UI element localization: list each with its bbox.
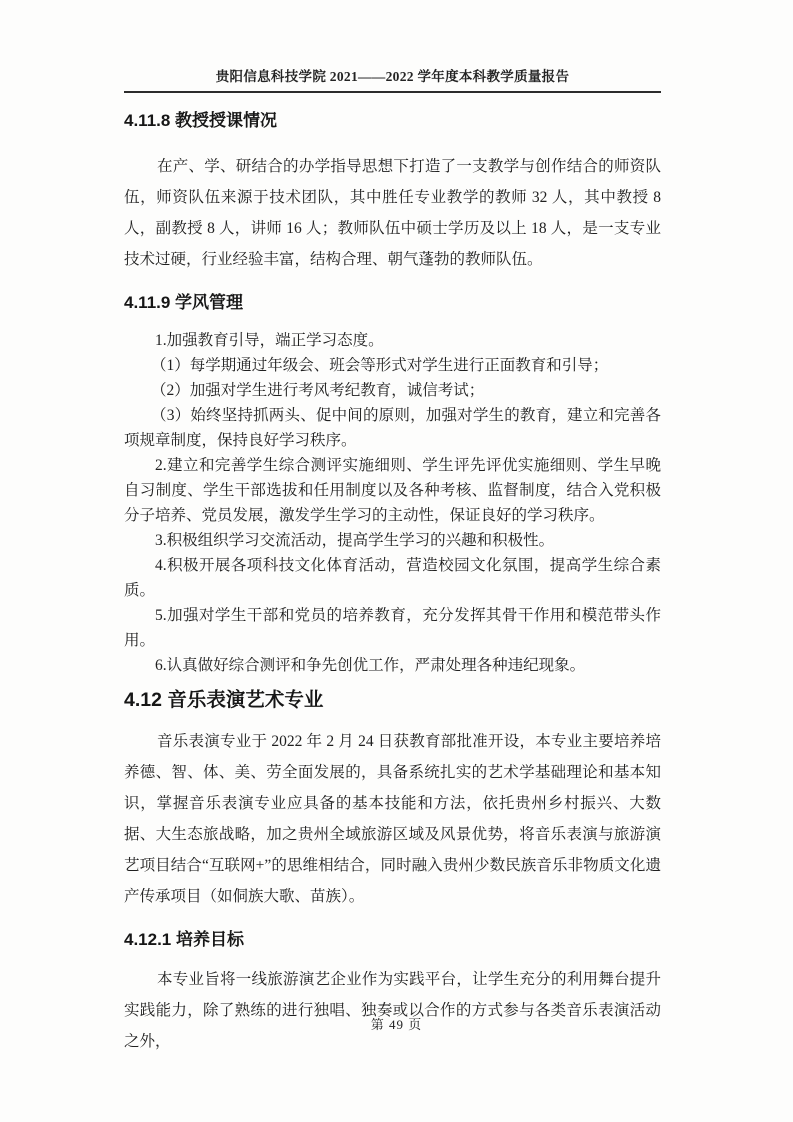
section-heading-4-12: 4.12 音乐表演艺术专业 [124,689,324,711]
report-title: 贵阳信息科技学院 2021——2022 学年度本科教学质量报告 [215,69,570,84]
list-item-1-2: （2）加强对学生进行考风考纪教育，诚信考试； [151,382,485,399]
list-item-4: 4.积极开展各项科技文化体育活动，营造校园文化氛围，提高学生综合素质。 [124,557,661,599]
paragraph-professor-teaching: 在产、学、研结合的办学指导思想下打造了一支教学与创作结合的师资队伍，师资队伍来源于技术团队，其中胜任专业教学的教师 32 人，其中教授 8 人，副教授 8 人，讲师 16 人；教师队伍中硕士学历及以上 18 人，是一支专业技术过硬，行业经验丰富，结构合理、朝气蓬勃的教师队伍。 [124,158,661,268]
list-item-2: 2.建立和完善学生综合测评实施细则、学生评先评优实施细则、学生早晚自习制度、学生干部选拔和任用制度以及各种考核、监督制度，结合入党积极分子培养、党员发展，激发学生学习的主动性，保证良好的学习秩序。 [124,457,661,524]
list-item-3: 3.积极组织学习交流活动，提高学生学习的兴趣和积极性。 [155,532,555,549]
running-header [124,0,661,93]
page-number: 第 49 页 [370,1017,423,1032]
header-rule [124,91,661,93]
section-heading-4-11-8: 4.11.8 教授授课情况 [124,111,278,130]
paragraph-training-goal: 本专业旨将一线旅游演艺企业作为实践平台，让学生充分的利用舞台提升实践能力，除了熟练的进行独唱、独奏或以合作的方式参与各类音乐表演活动之外， [124,971,661,1050]
list-item-1-3: （3）始终坚持抓两头、促中间的原则，加强对学生的教育，建立和完善各项规章制度，保持良好学习秩序。 [124,407,661,449]
page-content [124,0,661,1057]
study-style-list [124,328,661,678]
section-heading-4-12-1: 4.12.1 培养目标 [124,930,244,949]
list-item-1-1: （1）每学期通过年级会、班会等形式对学生进行正面教育和引导； [151,357,609,374]
page-footer [0,1014,793,1033]
section-heading-4-11-9: 4.11.9 学风管理 [124,293,244,312]
list-item-5: 5.加强对学生干部和党员的培养教育，充分发挥其骨干作用和模范带头作用。 [124,607,661,649]
paragraph-music-major: 音乐表演专业于 2022 年 2 月 24 日获教育部批准开设，本专业主要培养培养德、智、体、美、劳全面发展的，具备系统扎实的艺术学基础理论和基本知识，掌握音乐表演专业应具备的基本技能和方法，依托贵州乡村振兴、大数据、大生态旅战略，加之贵州全域旅游区域及风景优势，将音乐表演与旅游演艺项目结合“互联网+”的思维相结合，同时融入贵州少数民族音乐非物质文化遗产传承项目（如侗族大歌、苗族）。 [124,733,661,905]
list-item-1: 1.加强教育引导，端正学习态度。 [155,332,384,349]
list-item-6: 6.认真做好综合测评和争先创优工作，严肃处理各种违纪现象。 [155,657,586,674]
